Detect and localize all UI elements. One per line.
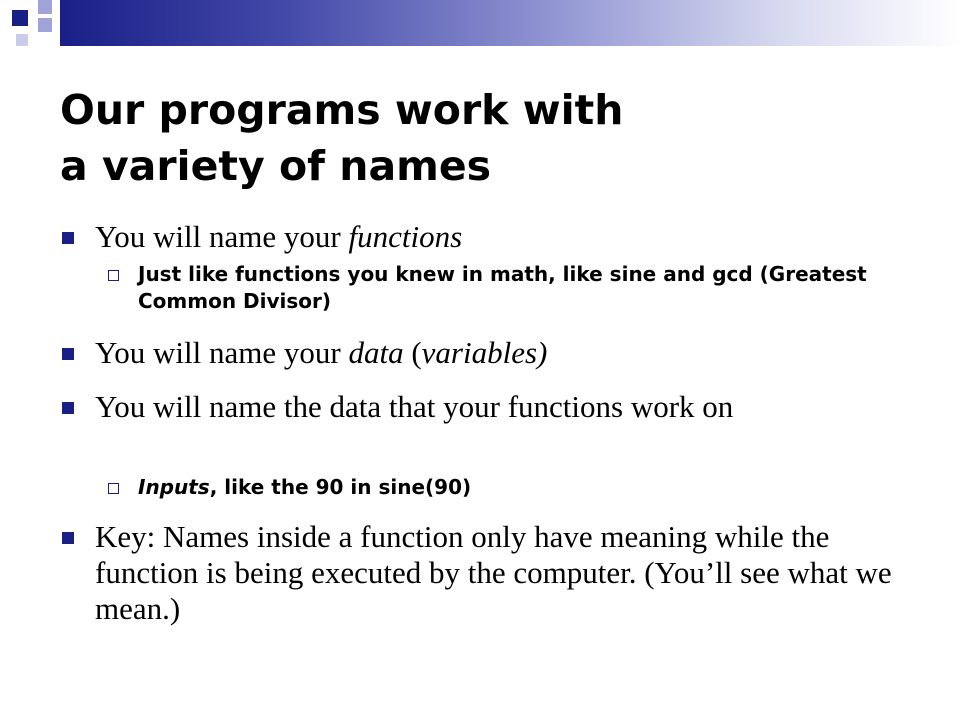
title-line-2: a variety of names (60, 142, 492, 190)
header-gradient-band (60, 0, 960, 46)
bullet-2-emphasis-2: variables) (421, 335, 548, 370)
bullet-1-emphasis: functions (348, 219, 463, 254)
sub-bullet-hollow-square-icon (108, 270, 119, 281)
bullet-1: You will name your functions (95, 219, 463, 254)
corner-square-navy (12, 10, 28, 26)
bullet-3: You will name the data that your functions work on (95, 389, 734, 424)
bullet-square-icon (62, 232, 74, 244)
sub-bullet-hollow-square-icon (108, 483, 119, 494)
bullet-3-sub: Inputs, like the 90 in sine(90) (138, 475, 472, 499)
bullet-square-icon (62, 402, 74, 414)
bullet-2: You will name your data (variables) (95, 335, 548, 370)
corner-square-light (16, 34, 28, 46)
corner-square-lavender (38, 18, 52, 32)
slide-title (60, 82, 920, 194)
corner-square-lavender (38, 0, 52, 14)
bullet-1-sub: Just like functions you knew in math, like sine and gcd (Greatest Common Divisor) (138, 262, 867, 313)
bullet-square-icon (62, 348, 74, 360)
bullet-4: Key: Names inside a function only have meaning while the function is being executed by the computer. (You’ll see what we mean.) (95, 519, 892, 626)
title-line-1: Our programs work with (60, 86, 624, 134)
bullet-2-emphasis: data (348, 335, 404, 370)
bullet-square-icon (62, 532, 74, 544)
bullet-3-sub-emphasis: Inputs (138, 475, 210, 499)
